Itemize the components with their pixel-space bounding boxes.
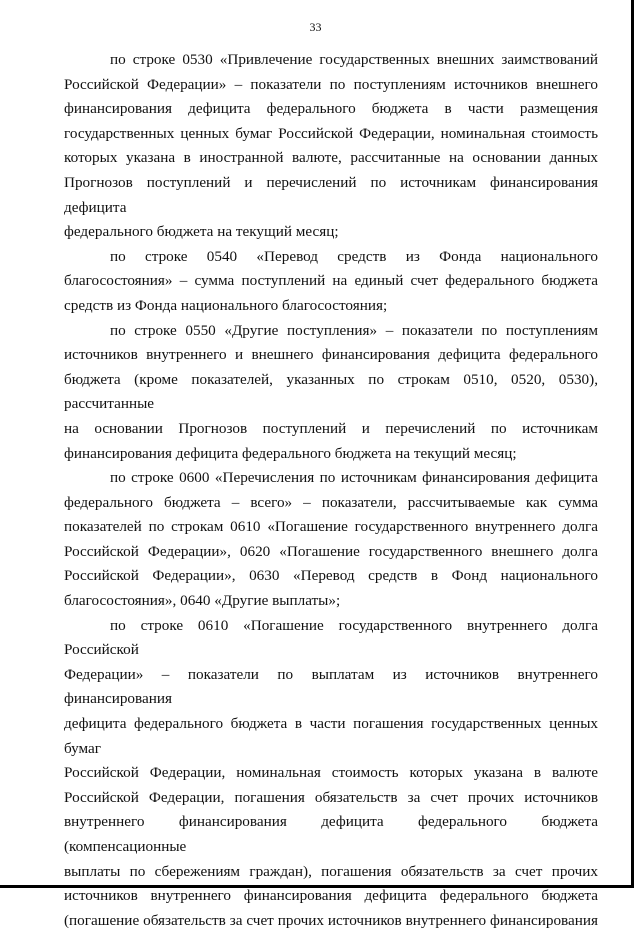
text-line: Российской Федерации», 0620 «Погашение государственного внешнего долга [64,542,598,560]
text-line: (погашение обязательств за счет прочих источников внутреннего финансирования [64,911,598,929]
paragraph-line-0600 [64,466,598,614]
text-line: которых указана в иностранной валюте, рассчитанные на основании данных [64,149,598,167]
text-line: по строке 0540 «Перевод средств из Фонда национального [110,247,598,265]
text-line: источников внутреннего и внешнего финансирования дефицита федерального [64,346,598,364]
text-line: федерального бюджета на текущий месяц; [64,223,339,241]
text-line: благосостояния», 0640 «Другие выплаты»; [64,592,341,610]
text-line: выплаты по сбережениям граждан), погашения обязательств за счет прочих [64,862,598,880]
text-line: Российской Федерации», 0630 «Перевод средств в Фонд национального [64,567,598,585]
text-line: средств из Фонда национального благосостояния; [64,296,388,314]
text-line: бюджета (кроме показателей, указанных по строкам 0510, 0520, 0530), рассчитанные [64,370,598,413]
text-line: благосостояния» – сумма поступлений на единый счет федерального бюджета [64,272,598,290]
text-line: дефицита федерального бюджета в части погашения государственных ценных бумаг [64,715,598,757]
text-line: финансирования дефицита федерального бюджета на текущий месяц; [64,444,517,462]
text-line: внутреннего финансирования дефицита федерального бюджета (компенсационные [64,813,598,855]
text-line: по строке 0550 «Другие поступления» – показатели по поступлениям [110,321,598,339]
text-line: показателей по строкам 0610 «Погашение государственного внутреннего долга [64,518,598,536]
text-line: по строке 0600 «Перечисления по источникам финансирования дефицита [110,469,598,487]
text-line: на основании Прогнозов поступлений и перечислений по источникам [64,419,598,437]
text-line: федерального бюджета – всего» – показатели, рассчитываемые как сумма [64,493,598,511]
paragraph-line-0530 [64,48,598,245]
paragraph-line-0550 [64,319,598,467]
page-number: 33 [309,20,322,34]
paragraph-line-0610 [64,614,598,933]
text-line: источников внутреннего финансирования дефицита федерального бюджета [64,887,598,905]
text-line: Российской Федерации, погашения обязательств за счет прочих источников [64,788,598,806]
text-line: государственных ценных бумаг Российской Федерации, номинальная стоимость [64,124,598,142]
document-body [64,48,598,933]
text-line: по строке 0530 «Привлечение государственных внешних заимствований [110,51,598,68]
text-line: финансирования дефицита федерального бюджета в части размещения [64,100,598,118]
text-line: Прогнозов поступлений и перечислений по источникам финансирования дефицита [64,173,598,216]
text-line: по строке 0610 «Погашение государственного внутреннего долга Российской [64,616,598,659]
paragraph-line-0540 [64,245,598,319]
text-line: Федерации» – показатели по выплатам из источников внутреннего финансирования [64,665,598,708]
text-line: Российской Федерации» – показатели по поступлениям источников внешнего [64,75,598,93]
text-line: Российской Федерации, номинальная стоимость которых указана в валюте [64,764,598,782]
